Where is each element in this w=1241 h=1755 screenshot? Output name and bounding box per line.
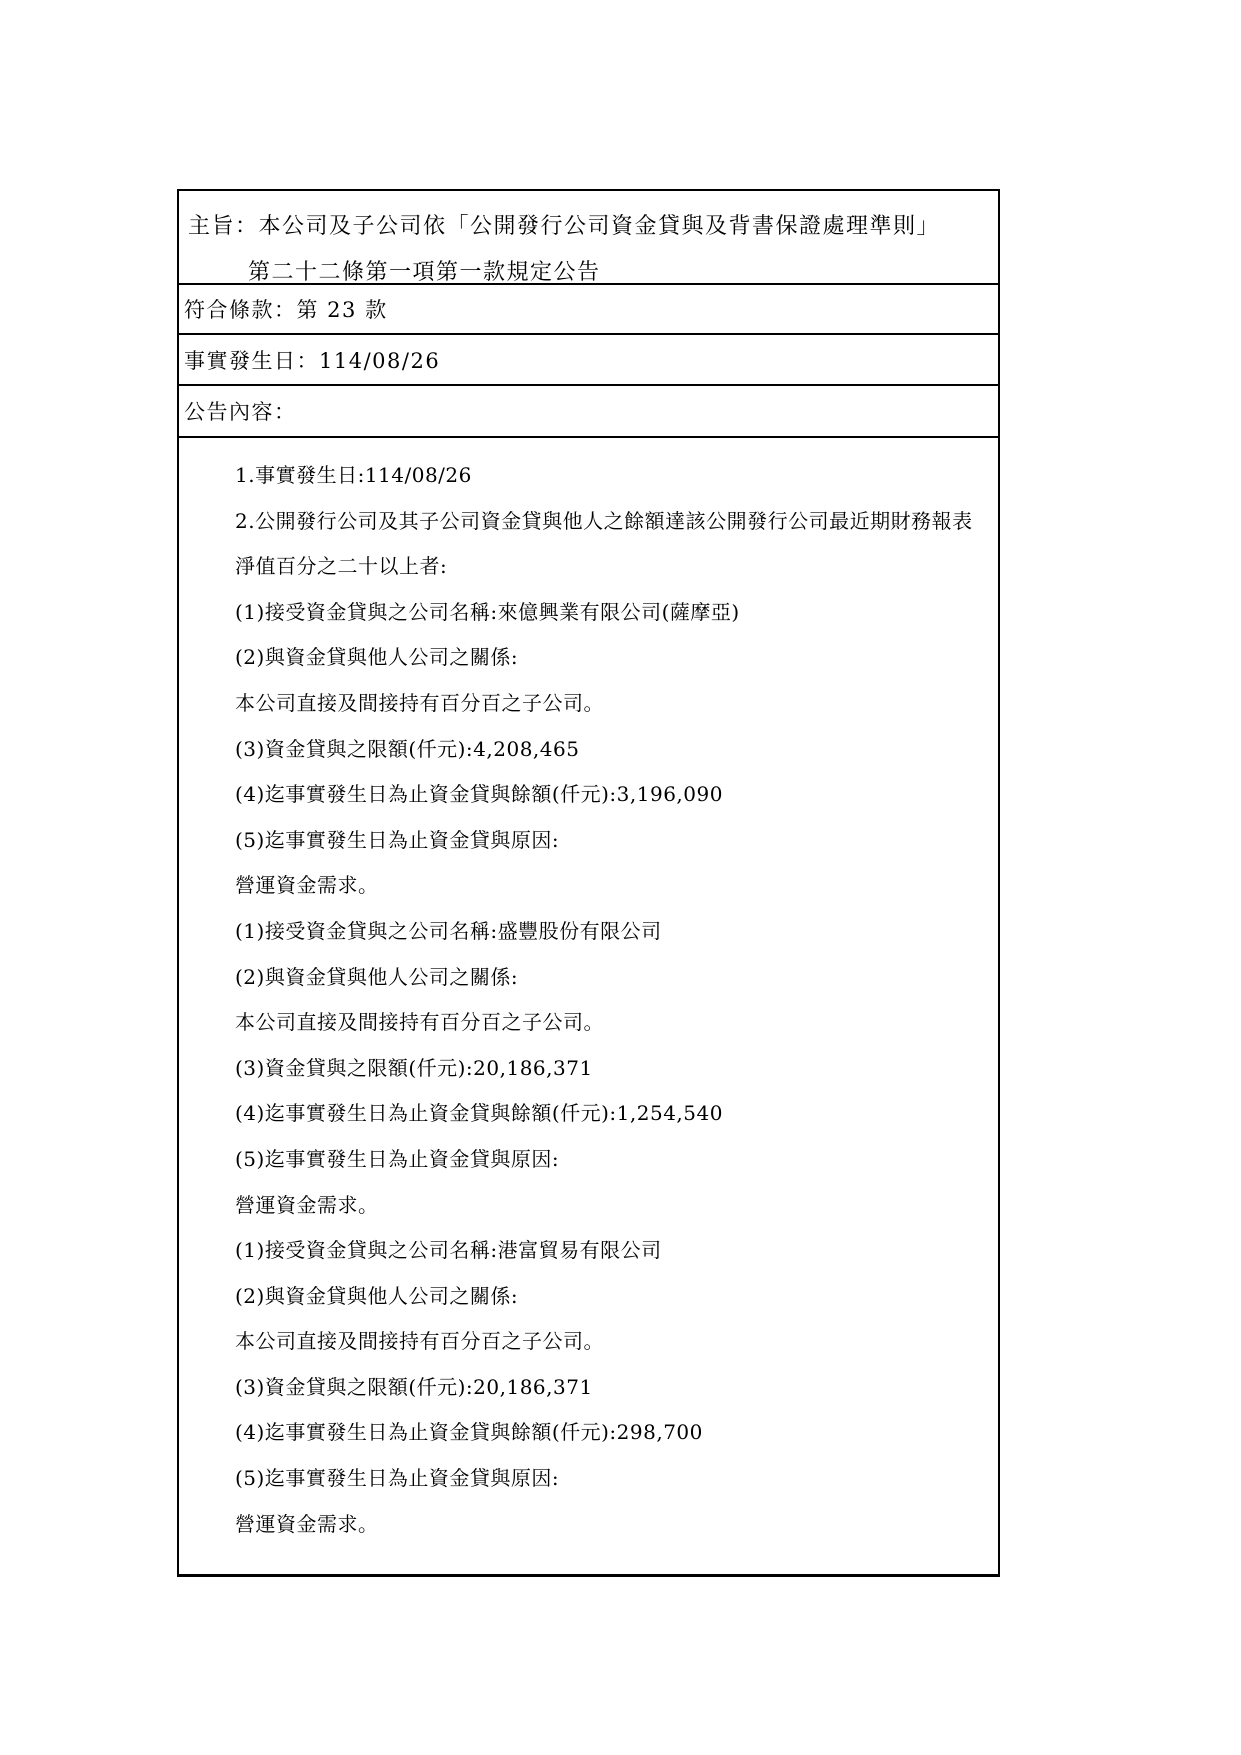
content-header-row bbox=[179, 386, 998, 438]
content-line: (2)與資金貸與他人公司之關係: bbox=[235, 1283, 519, 1308]
content-line: 營運資金需求。 bbox=[235, 1511, 379, 1536]
content-line: (5)迄事實發生日為止資金貸與原因: bbox=[235, 827, 560, 852]
content-line: (4)迄事實發生日為止資金貸與餘額(仟元):3,196,090 bbox=[235, 782, 723, 807]
content-body bbox=[179, 438, 998, 1575]
content-line: 營運資金需求。 bbox=[235, 1192, 379, 1217]
content-line: 本公司直接及間接持有百分百之子公司。 bbox=[235, 1329, 604, 1354]
content-line: 本公司直接及間接持有百分百之子公司。 bbox=[235, 690, 604, 715]
content-header-text: 公告內容： bbox=[184, 400, 297, 424]
content-line: (2)與資金貸與他人公司之關係: bbox=[235, 645, 519, 670]
content-line: 1.事實發生日:114/08/26 bbox=[235, 463, 472, 487]
content-line: (5)迄事實發生日為止資金貸與原因: bbox=[235, 1466, 560, 1491]
content-line: (1)接受資金貸與之公司名稱:來億興業有限公司(薩摩亞) bbox=[235, 599, 740, 624]
content-line: (2)與資金貸與他人公司之關係: bbox=[235, 964, 519, 989]
clause-row bbox=[179, 285, 998, 335]
content-line: (3)資金貸與之限額(仟元):20,186,371 bbox=[235, 1055, 593, 1080]
subject-label: 主旨： bbox=[188, 214, 259, 239]
content-line: 淨值百分之二十以上者: bbox=[235, 554, 448, 579]
content-line: 本公司直接及間接持有百分百之子公司。 bbox=[235, 1010, 604, 1035]
subject-row bbox=[179, 191, 998, 285]
content-line: (3)資金貸與之限額(仟元):20,186,371 bbox=[235, 1374, 593, 1399]
content-line: (1)接受資金貸與之公司名稱:港富貿易有限公司 bbox=[235, 1238, 662, 1263]
subject-line2: 第二十二條第一項第一款規定公告 bbox=[248, 260, 601, 285]
content-line: 營運資金需求。 bbox=[235, 873, 379, 898]
content-line: (5)迄事實發生日為止資金貸與原因: bbox=[235, 1146, 560, 1171]
announcement-table bbox=[177, 189, 1000, 1577]
content-line: (1)接受資金貸與之公司名稱:盛豐股份有限公司 bbox=[235, 918, 662, 943]
date-text: 事實發生日：114/08/26 bbox=[184, 348, 441, 373]
subject-text: 本公司及子公司依「公開發行公司資金貸與及背書保證處理準則」 bbox=[258, 214, 941, 239]
clause-text: 符合條款：第 23 款 bbox=[184, 298, 388, 322]
date-row bbox=[179, 335, 998, 386]
content-line: 2.公開發行公司及其子公司資金貸與他人之餘額達該公開發行公司最近期財務報表 bbox=[235, 508, 973, 533]
content-line: (3)資金貸與之限額(仟元):4,208,465 bbox=[235, 736, 580, 761]
content-line: (4)迄事實發生日為止資金貸與餘額(仟元):1,254,540 bbox=[235, 1101, 723, 1126]
content-line: (4)迄事實發生日為止資金貸與餘額(仟元):298,700 bbox=[235, 1420, 703, 1445]
subject-line1 bbox=[188, 204, 998, 250]
